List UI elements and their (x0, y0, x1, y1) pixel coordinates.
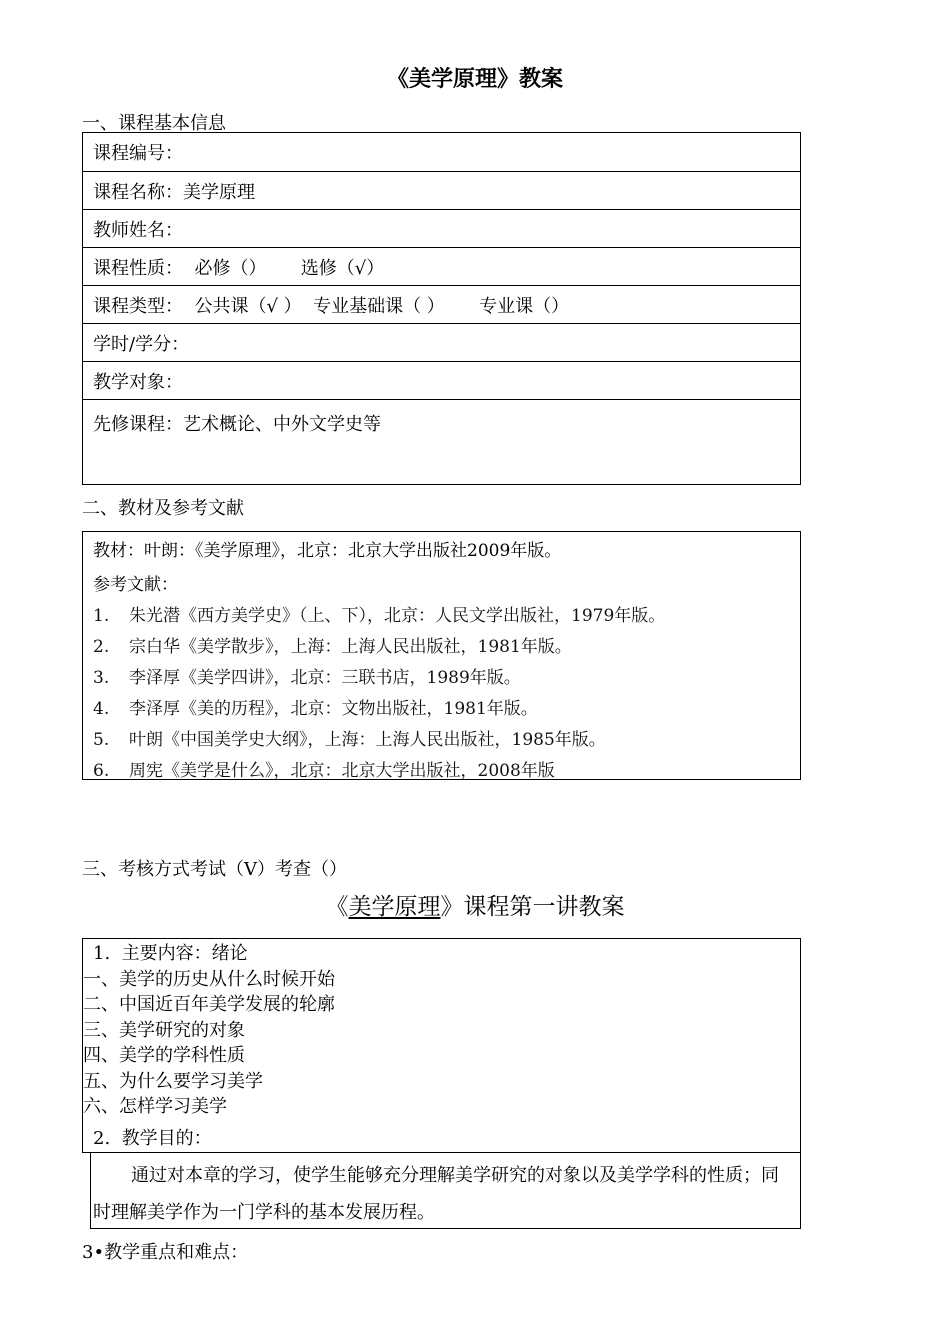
purpose-text-box (90, 1152, 801, 1229)
page-title: 《美学原理》教案 (386, 66, 563, 92)
row-course-nature: 课程性质： 必修（） 选修（√） (83, 248, 800, 286)
list-item: 二、中国近百年美学发展的轮廓 (83, 994, 335, 1015)
list-item: 五、为什么要学习美学 (83, 1070, 263, 1092)
list-item: 一、美学的历史从什么时候开始 (83, 968, 335, 990)
references-box (82, 531, 801, 780)
list-item: 5. 叶朗《中国美学史大纲》，上海：上海人民出版社，1985年版。 (93, 730, 606, 750)
purpose-label: 2. 教学目的： (93, 1127, 212, 1149)
list-item: 4. 李泽厚《美的历程》，北京：文物出版社，1981年版。 (93, 699, 538, 719)
row-course-number: 课程编号： (83, 133, 800, 172)
section-heading-course-info: 一、课程基本信息 (82, 113, 226, 134)
key-points-label: 3•教学重点和难点： (82, 1242, 249, 1263)
lecture-title: 《美学原理》课程第一讲教案 (325, 894, 625, 920)
list-item: 2. 宗白华《美学散步》，上海：上海人民出版社，1981年版。 (93, 637, 572, 657)
row-teacher-name: 教师姓名： (83, 210, 800, 248)
list-item: 四、美学的学科性质 (83, 1045, 245, 1066)
row-course-type: 课程类型： 公共课（√ ） 专业基础课（ ） 专业课（） (83, 286, 800, 324)
course-info-table (82, 132, 801, 485)
list-item: 6. 周宪《美学是什么》，北京：北京大学出版社，2008年版 (93, 761, 555, 781)
row-hours-credits: 学时/学分： (83, 324, 800, 362)
list-item: 六、怎样学习美学 (83, 1096, 227, 1117)
row-course-name: 课程名称：美学原理 (83, 172, 800, 210)
textbook-line: 教材：叶朗：《美学原理》，北京：北京大学出版社2009年版。 (93, 541, 562, 561)
row-prerequisites: 先修课程：艺术概论、中外文学史等 (93, 414, 381, 435)
lecture-title-underlined: 美学原理 (348, 894, 441, 920)
purpose-text: 通过对本章的学习，使学生能够充分理解美学研究的对象以及美学学科的性质；同时理解美学作为一门学科的基本发展历程。 (93, 1165, 779, 1223)
lecture-content-box (82, 938, 801, 1153)
references-label: 参考文献： (93, 575, 178, 595)
row-audience: 教学对象： (83, 362, 800, 400)
main-content-label: 1. 主要内容：绪论 (93, 943, 248, 964)
list-item: 三、美学研究的对象 (83, 1019, 245, 1041)
section-heading-textbooks: 二、教材及参考文献 (82, 498, 244, 519)
list-item: 3. 李泽厚《美学四讲》，北京：三联书店，1989年版。 (93, 668, 521, 688)
list-item: 1. 朱光潜《西方美学史》（上、下），北京：人民文学出版社，1979年版。 (93, 606, 666, 626)
section-heading-assessment: 三、考核方式考试（V）考查（） (82, 859, 347, 880)
